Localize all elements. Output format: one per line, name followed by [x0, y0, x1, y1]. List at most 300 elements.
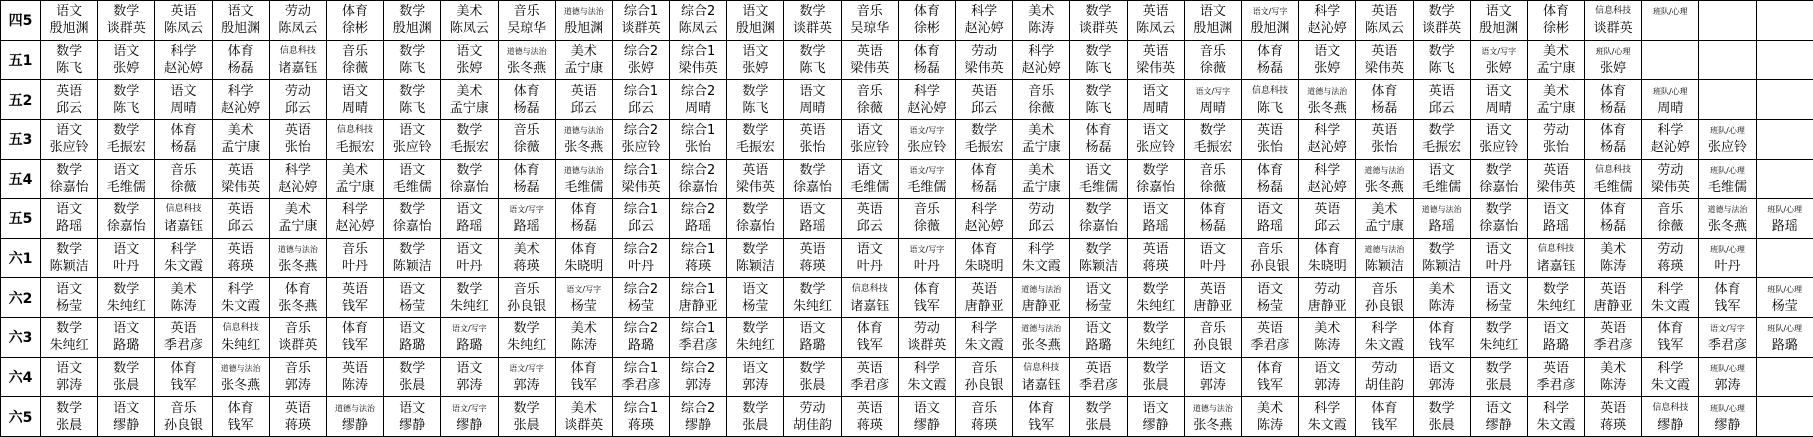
subject-label: 数学: [784, 162, 840, 179]
teacher-label: 孙良银: [155, 417, 211, 434]
timetable-cell: [1470, 397, 1527, 437]
timetable-cell: [98, 80, 155, 120]
timetable-cell: [670, 238, 727, 278]
timetable-cell: [155, 159, 212, 199]
teacher-label: 邱云: [556, 100, 612, 117]
timetable-cell: [1699, 159, 1756, 199]
subject-label: 班队/心理: [1699, 400, 1755, 417]
timetable-cell: [1527, 119, 1584, 159]
timetable-cell: [1756, 199, 1813, 239]
teacher-label: 朱文霞: [1642, 377, 1698, 394]
subject-label: 数学: [98, 122, 154, 139]
teacher-label: 梁伟英: [727, 179, 783, 196]
subject-label: 体育: [1299, 241, 1355, 258]
timetable-cell: [612, 238, 669, 278]
teacher-label: 蒋瑛: [213, 258, 269, 275]
subject-label: 班队/心理: [1642, 83, 1698, 100]
teacher-label: 叶丹: [899, 258, 955, 275]
timetable-cell: [384, 397, 441, 437]
teacher-label: 唐静亚: [1299, 298, 1355, 315]
teacher-label: 张婷: [613, 60, 669, 77]
teacher-label: 季君彦: [1070, 377, 1126, 394]
teacher-label: 张冬燕: [270, 298, 326, 315]
teacher-label: 朱文霞: [1642, 298, 1698, 315]
timetable-cell: [555, 238, 612, 278]
teacher-label: 毛维儒: [1070, 179, 1126, 196]
timetable-cell: [212, 80, 269, 120]
subject-label: 信息科技: [270, 43, 326, 60]
timetable-cell: [326, 357, 383, 397]
teacher-label: 唐静亚: [1013, 298, 1069, 315]
subject-label: 英语: [1356, 43, 1412, 60]
subject-label: 数学: [956, 122, 1012, 139]
teacher-label: 张应铃: [842, 139, 898, 156]
teacher-label: 周晴: [327, 100, 383, 117]
subject-label: 信息科技: [1585, 3, 1641, 20]
subject-label: 语文: [384, 320, 440, 337]
timetable-cell: [441, 357, 498, 397]
teacher-label: 郭涛: [1414, 377, 1470, 394]
subject-label: 语文: [384, 162, 440, 179]
table-row: [1, 199, 1813, 239]
timetable-cell: [898, 278, 955, 318]
subject-label: 音乐: [842, 3, 898, 20]
timetable-cell: [555, 159, 612, 199]
timetable-cell: [1413, 199, 1470, 239]
subject-label: 体育: [899, 281, 955, 298]
timetable-cell: [326, 1, 383, 41]
subject-label: 数学: [1471, 162, 1527, 179]
teacher-label: 毛维儒: [1699, 179, 1755, 196]
teacher-label: 路瑶: [1528, 218, 1584, 235]
timetable-cell: [326, 397, 383, 437]
subject-label: 科学: [213, 281, 269, 298]
teacher-label: 张晨: [384, 377, 440, 394]
timetable-cell: [1470, 1, 1527, 41]
timetable-cell: [269, 238, 326, 278]
timetable-cell: [841, 80, 898, 120]
timetable-cell: [612, 397, 669, 437]
timetable-cell: [269, 159, 326, 199]
teacher-label: 蒋瑛: [499, 258, 555, 275]
table-row: [1, 119, 1813, 159]
subject-label: 语文: [1242, 201, 1298, 218]
class-label: 五3: [1, 119, 41, 159]
subject-label: 语文: [842, 162, 898, 179]
subject-label: 科学: [155, 43, 211, 60]
timetable-cell: [1299, 278, 1356, 318]
timetable-cell: [1127, 318, 1184, 358]
subject-label: 体育: [213, 400, 269, 417]
subject-label: 数学: [384, 201, 440, 218]
teacher-label: 杨磊: [213, 60, 269, 77]
timetable-cell: [1585, 278, 1642, 318]
subject-label: 音乐: [499, 3, 555, 20]
timetable-cell: [1642, 318, 1699, 358]
subject-label: 美术: [270, 201, 326, 218]
timetable-cell: [1241, 40, 1298, 80]
subject-label: 美术: [1013, 3, 1069, 20]
subject-label: 数学: [98, 201, 154, 218]
timetable-cell: [498, 1, 555, 41]
subject-label: 综合2: [670, 201, 726, 218]
subject-label: 体育: [1585, 201, 1641, 218]
teacher-label: 蒋瑛: [1642, 258, 1698, 275]
subject-label: 数学: [41, 400, 97, 417]
subject-label: 体育: [155, 360, 211, 377]
subject-label: 语文: [1070, 320, 1126, 337]
teacher-label: 陈飞: [1242, 100, 1298, 117]
subject-label: 数学: [727, 241, 783, 258]
teacher-label: 杨磊: [1585, 139, 1641, 156]
subject-label: 信息科技: [1013, 360, 1069, 377]
teacher-label: 叶丹: [1699, 258, 1755, 275]
timetable-cell: [155, 397, 212, 437]
teacher-label: 郭涛: [1699, 377, 1755, 394]
subject-label: 科学: [1299, 162, 1355, 179]
teacher-label: 殷旭渊: [1471, 20, 1527, 37]
teacher-label: 毛振宏: [98, 139, 154, 156]
timetable-cell: [1241, 119, 1298, 159]
timetable-cell: [384, 199, 441, 239]
teacher-label: 陈飞: [784, 60, 840, 77]
teacher-label: 徐嘉怡: [1128, 179, 1184, 196]
timetable-cell: [269, 80, 326, 120]
subject-label: 数学: [41, 162, 97, 179]
subject-label: 美术: [441, 3, 497, 20]
teacher-label: 朱纯红: [784, 298, 840, 315]
teacher-label: 杨磊: [499, 179, 555, 196]
timetable-cell: [1756, 159, 1813, 199]
teacher-label: 赵沁婷: [155, 60, 211, 77]
subject-label: 劳动: [1299, 281, 1355, 298]
teacher-label: 缪静: [327, 417, 383, 434]
timetable-cell: [41, 119, 98, 159]
timetable-cell: [1013, 199, 1070, 239]
subject-label: 科学: [1642, 122, 1698, 139]
subject-label: 科学: [327, 201, 383, 218]
timetable-cell: [670, 278, 727, 318]
subject-label: 数学: [41, 241, 97, 258]
teacher-label: 陈飞: [384, 60, 440, 77]
teacher-label: 张婷: [1471, 60, 1527, 77]
teacher-label: 张应铃: [1128, 139, 1184, 156]
subject-label: 语文: [1471, 122, 1527, 139]
subject-label: 音乐: [327, 43, 383, 60]
timetable-cell: [1241, 278, 1298, 318]
teacher-label: 路瑶: [1414, 218, 1470, 235]
timetable-cell: [155, 357, 212, 397]
timetable-cell: [212, 159, 269, 199]
teacher-label: 孙良银: [956, 377, 1012, 394]
teacher-label: 张晨: [1128, 377, 1184, 394]
subject-label: 美术: [556, 400, 612, 417]
teacher-label: 殷旭渊: [213, 20, 269, 37]
timetable-cell: [269, 278, 326, 318]
subject-label: 道德与法治: [1013, 320, 1069, 337]
teacher-label: 郭涛: [670, 377, 726, 394]
timetable-cell: [1585, 357, 1642, 397]
teacher-label: 陈凤云: [270, 20, 326, 37]
teacher-label: 张婷: [1585, 60, 1641, 77]
subject-label: 综合1: [670, 320, 726, 337]
teacher-label: 朱纯红: [1528, 298, 1584, 315]
subject-label: 综合2: [613, 43, 669, 60]
teacher-label: 郭涛: [499, 377, 555, 394]
timetable-cell: [1756, 80, 1813, 120]
teacher-label: 徐薇: [842, 100, 898, 117]
subject-label: 音乐: [1185, 162, 1241, 179]
subject-label: 班队/心理: [1757, 320, 1813, 337]
subject-label: 劳动: [1013, 201, 1069, 218]
subject-label: 道德与法治: [1013, 281, 1069, 298]
timetable-cell: [1299, 318, 1356, 358]
timetable-cell: [1756, 278, 1813, 318]
subject-label: 语文: [441, 241, 497, 258]
timetable-cell: [1013, 119, 1070, 159]
timetable-cell: [727, 80, 784, 120]
subject-label: 综合1: [613, 162, 669, 179]
timetable-cell: [841, 1, 898, 41]
teacher-label: 徐薇: [499, 139, 555, 156]
subject-label: 语文: [1128, 83, 1184, 100]
table-row: [1, 80, 1813, 120]
teacher-label: 唐静亚: [1185, 298, 1241, 315]
subject-label: 英语: [1128, 43, 1184, 60]
teacher-label: 朱纯红: [727, 337, 783, 354]
timetable-cell: [1470, 40, 1527, 80]
subject-label: 体育: [1242, 162, 1298, 179]
teacher-label: 杨磊: [556, 218, 612, 235]
timetable-cell: [269, 357, 326, 397]
timetable-cell: [498, 278, 555, 318]
timetable-cell: [1127, 238, 1184, 278]
teacher-label: 殷旭渊: [1242, 20, 1298, 37]
subject-label: 道德与法治: [1356, 162, 1412, 179]
timetable-cell: [384, 159, 441, 199]
subject-label: 语文: [384, 400, 440, 417]
timetable-cell: [670, 199, 727, 239]
subject-label: 英语: [213, 201, 269, 218]
teacher-label: 张应铃: [1699, 139, 1755, 156]
timetable-cell: [98, 1, 155, 41]
timetable-cell: [1470, 199, 1527, 239]
teacher-label: 陈涛: [1242, 417, 1298, 434]
teacher-label: 杨莹: [1471, 298, 1527, 315]
teacher-label: 张晨: [98, 377, 154, 394]
subject-label: 信息科技: [1528, 241, 1584, 258]
teacher-label: 毛维儒: [1585, 179, 1641, 196]
subject-label: 英语: [842, 360, 898, 377]
teacher-label: 钱军: [327, 298, 383, 315]
teacher-label: 路璐: [98, 337, 154, 354]
teacher-label: 杨磊: [1585, 218, 1641, 235]
subject-label: 美术: [441, 83, 497, 100]
subject-label: 体育: [1013, 400, 1069, 417]
teacher-label: 邱云: [1013, 218, 1069, 235]
teacher-label: 杨磊: [1242, 179, 1298, 196]
table-row: [1, 1, 1813, 41]
subject-label: 音乐: [499, 122, 555, 139]
subject-label: 综合2: [670, 3, 726, 20]
subject-label: 英语: [842, 43, 898, 60]
timetable-cell: [1470, 119, 1527, 159]
timetable-cell: [384, 119, 441, 159]
timetable-cell: [670, 1, 727, 41]
subject-label: 英语: [956, 281, 1012, 298]
subject-label: 道德与法治: [556, 122, 612, 139]
timetable-cell: [1356, 357, 1413, 397]
teacher-label: 周晴: [670, 100, 726, 117]
teacher-label: 张冬燕: [1356, 179, 1412, 196]
subject-label: 美术: [327, 162, 383, 179]
teacher-label: 孟宁康: [441, 100, 497, 117]
subject-label: 班队/心理: [1585, 43, 1641, 60]
teacher-label: 朱文霞: [1013, 258, 1069, 275]
subject-label: 语文/写字: [556, 281, 612, 298]
subject-label: 语文: [1528, 320, 1584, 337]
subject-label: 语文: [1128, 400, 1184, 417]
timetable-cell: [841, 40, 898, 80]
timetable-cell: [384, 357, 441, 397]
subject-label: 综合2: [670, 83, 726, 100]
timetable-cell: [784, 80, 841, 120]
teacher-label: 路瑶: [1242, 218, 1298, 235]
subject-label: 体育: [1070, 122, 1126, 139]
timetable-cell: [898, 80, 955, 120]
subject-label: 英语: [1585, 281, 1641, 298]
timetable-cell: [98, 238, 155, 278]
teacher-label: 殷旭渊: [384, 20, 440, 37]
timetable-cell: [1699, 278, 1756, 318]
subject-label: 英语: [327, 360, 383, 377]
subject-label: 语文: [842, 241, 898, 258]
subject-label: 英语: [842, 400, 898, 417]
timetable-cell: [1585, 397, 1642, 437]
timetable-cell: [612, 80, 669, 120]
subject-label: 美术: [499, 241, 555, 258]
table-row: [1, 159, 1813, 199]
subject-label: 语文/写字: [1699, 320, 1755, 337]
teacher-label: 毛维儒: [899, 179, 955, 196]
subject-label: 科学: [1642, 360, 1698, 377]
subject-label: 音乐: [1642, 201, 1698, 218]
teacher-label: 朱文霞: [956, 337, 1012, 354]
subject-label: 体育: [1585, 83, 1641, 100]
timetable-cell: [1527, 278, 1584, 318]
subject-label: 英语: [784, 241, 840, 258]
subject-label: 英语: [1585, 400, 1641, 417]
timetable-cell: [1356, 80, 1413, 120]
timetable-cell: [956, 238, 1013, 278]
subject-label: 音乐: [1013, 83, 1069, 100]
subject-label: 班队/心理: [1699, 241, 1755, 258]
subject-label: 信息科技: [327, 122, 383, 139]
subject-label: 数学: [1185, 122, 1241, 139]
timetable-cell: [269, 397, 326, 437]
timetable-cell: [1356, 199, 1413, 239]
timetable-cell: [784, 159, 841, 199]
subject-label: 英语: [784, 122, 840, 139]
timetable-cell: [1356, 119, 1413, 159]
timetable-cell: [1184, 357, 1241, 397]
teacher-label: 邱云: [213, 218, 269, 235]
subject-label: 科学: [899, 360, 955, 377]
timetable-cell: [956, 318, 1013, 358]
subject-label: 信息科技: [842, 281, 898, 298]
timetable-cell: [1585, 119, 1642, 159]
timetable-cell: [269, 318, 326, 358]
timetable-cell: [784, 199, 841, 239]
teacher-label: 叶丹: [327, 258, 383, 275]
subject-label: 体育: [1585, 122, 1641, 139]
teacher-label: 邱云: [613, 218, 669, 235]
subject-label: 数学: [499, 400, 555, 417]
subject-label: 美术: [556, 320, 612, 337]
subject-label: 数学: [1471, 320, 1527, 337]
teacher-label: 徐彬: [1528, 20, 1584, 37]
teacher-label: 孟宁康: [327, 179, 383, 196]
timetable-cell: [1241, 199, 1298, 239]
subject-label: 体育: [956, 162, 1012, 179]
timetable-cell: [784, 278, 841, 318]
subject-label: 数学: [1070, 400, 1126, 417]
subject-label: 英语: [1185, 281, 1241, 298]
teacher-label: 周晴: [1642, 100, 1698, 117]
table-row: [1, 357, 1813, 397]
timetable-cell: [1756, 318, 1813, 358]
subject-label: 语文: [1242, 281, 1298, 298]
teacher-label: 张怡: [784, 139, 840, 156]
timetable-cell: [441, 199, 498, 239]
teacher-label: 叶丹: [1185, 258, 1241, 275]
teacher-label: 张婷: [441, 60, 497, 77]
timetable-cell: [498, 40, 555, 80]
teacher-label: 谈群英: [1585, 20, 1641, 37]
subject-label: 语文/写字: [899, 241, 955, 258]
timetable-cell: [612, 40, 669, 80]
timetable-cell: [956, 397, 1013, 437]
timetable-cell: [1527, 397, 1584, 437]
subject-label: 信息科技: [1585, 162, 1641, 179]
subject-label: 数学: [1128, 281, 1184, 298]
subject-label: 道德与法治: [1699, 201, 1755, 218]
teacher-label: 张冬燕: [1299, 100, 1355, 117]
timetable-cell: [1013, 80, 1070, 120]
subject-label: 美术: [1356, 201, 1412, 218]
teacher-label: 孟宁康: [556, 60, 612, 77]
timetable-cell: [384, 278, 441, 318]
teacher-label: 毛维儒: [842, 179, 898, 196]
timetable-cell: [727, 357, 784, 397]
timetable-cell: [898, 357, 955, 397]
subject-label: 美术: [1013, 162, 1069, 179]
teacher-label: 周晴: [784, 100, 840, 117]
subject-label: 数学: [98, 360, 154, 377]
teacher-label: 张冬燕: [213, 377, 269, 394]
subject-label: 数学: [1070, 43, 1126, 60]
timetable-cell: [956, 278, 1013, 318]
timetable-cell: [727, 1, 784, 41]
timetable-cell: [1413, 318, 1470, 358]
timetable-cell: [841, 278, 898, 318]
timetable-cell: [155, 80, 212, 120]
timetable-cell: [1642, 119, 1699, 159]
timetable-cell: [155, 318, 212, 358]
teacher-label: 赵沁婷: [1013, 60, 1069, 77]
subject-label: 体育: [1414, 320, 1470, 337]
teacher-label: 缪静: [384, 417, 440, 434]
